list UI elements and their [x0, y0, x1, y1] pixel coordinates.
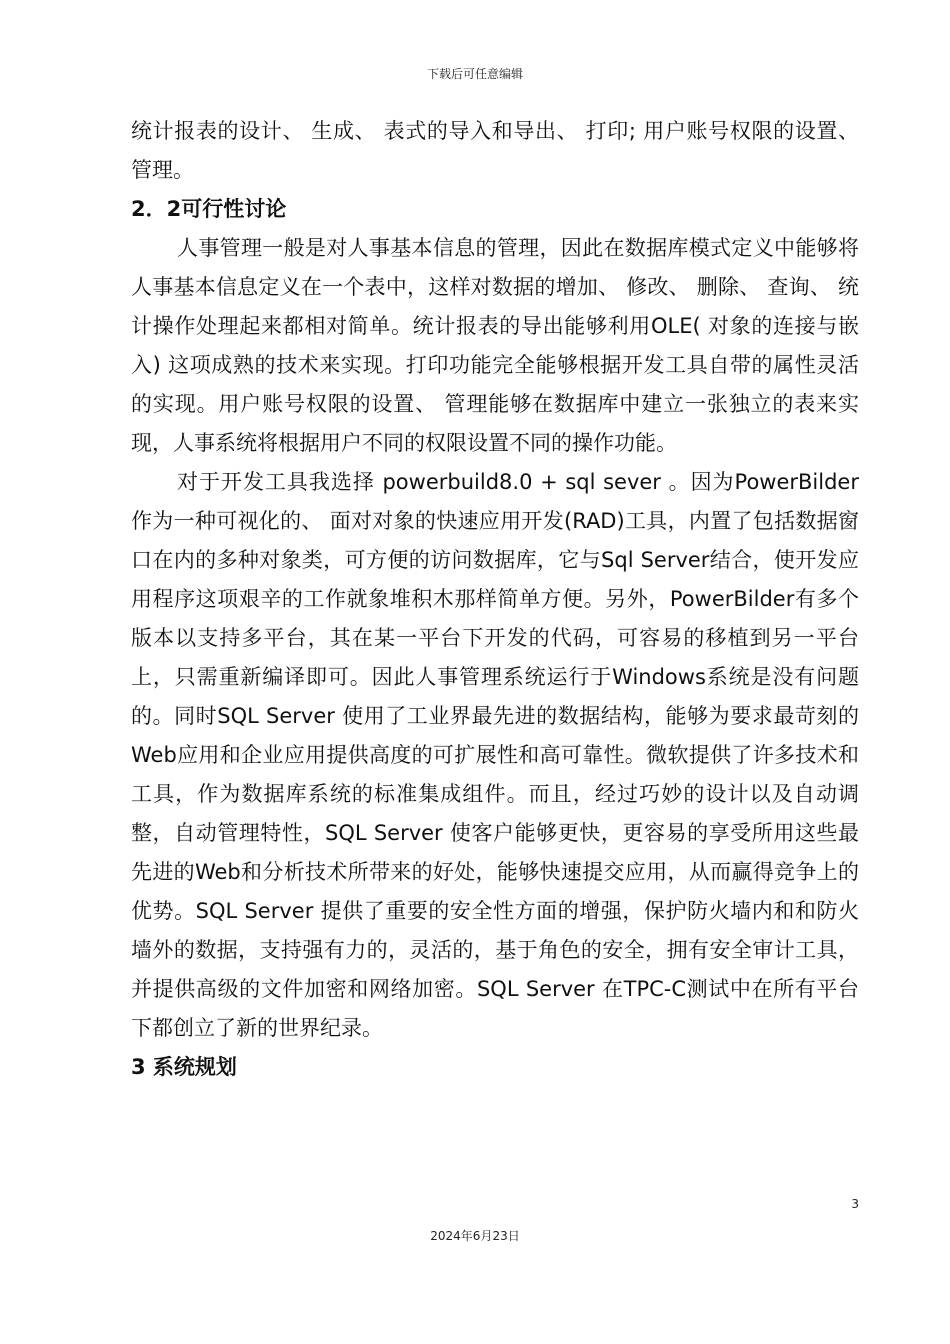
feasibility-paragraph-1: 人事管理一般是对人事基本信息的管理，因此在数据库模式定义中能够将人事基本信息定义在一个表中，这样对数据的增加、 修改、 删除、 查询、 统计操作处理起来都相对简单。统计报表的导出能够利用OLE( 对象的连接与嵌入) 这项成熟的技术来实现。打印功能完全能够根据开发工具自带的属性灵活的实现。用户账号权限的设置、 管理能够在数据库中建立一张独立的表来实现，人事系统将根据用户不同的权限设置不同的操作功能。: [131, 236, 859, 455]
section-heading-2-2: 2．2可行性讨论: [131, 197, 287, 221]
page-number: 3: [851, 1197, 859, 1211]
document-body: [131, 112, 859, 1087]
feasibility-paragraph-2: 对于开发工具我选择 powerbuild8.0 + sql sever 。因为PowerBilder作为一种可视化的、 面对对象的快速应用开发(RAD)工具，内置了包括数据窗口在内的多种对象类，可方便的访问数据库，它与Sql Server结合，使开发应用程序这项艰辛的工作就象堆积木那样简单方便。另外，PowerBilder有多个版本以支持多平台，其在某一平台下开发的代码，可容易的移植到另一平台上，只需重新编译即可。因此人事管理系统运行于Windows系统是没有问题的。同时SQL Server 使用了工业界最先进的数据结构，能够为要求最苛刻的Web应用和企业应用提供高度的可扩展性和高可靠性。微软提供了许多技术和工具，作为数据库系统的标准集成组件。而且，经过巧妙的设计以及自动调整，自动管理特性，SQL Server 使客户能够更快，更容易的享受所用这些最先进的Web和分析技术所带来的好处，能够快速提交应用，从而赢得竞争上的优势。SQL Server 提供了重要的安全性方面的增强，保护防火墙内和和防火墙外的数据，支持强有力的，灵活的，基于角色的安全，拥有安全审计工具，并提供高级的文件加密和网络加密。SQL Server 在TPC-C测试中在所有平台下都创立了新的世界纪录。: [131, 470, 859, 1040]
intro-paragraph: 统计报表的设计、 生成、 表式的导入和导出、 打印; 用户账号权限的设置、 管理。: [131, 119, 859, 182]
section-heading-3: 3 系统规划: [131, 1055, 237, 1079]
page-header: 下载后可任意编辑: [426, 67, 523, 81]
page-footer-date: 2024年6月23日: [430, 1229, 520, 1243]
